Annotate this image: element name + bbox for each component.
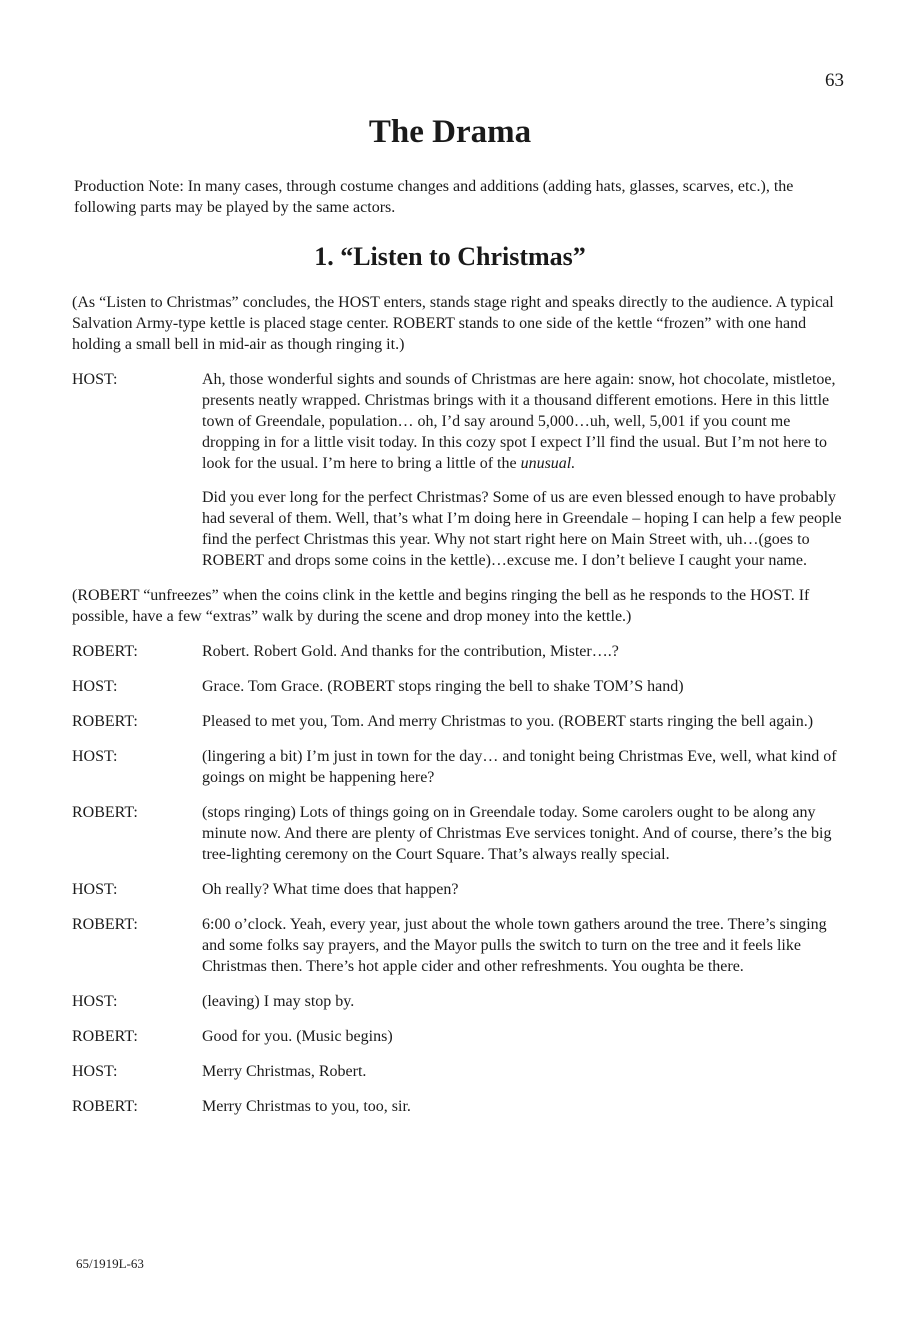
dialogue-text: Good for you. (Music begins) xyxy=(202,1028,393,1045)
footer-code: 65/1919L-63 xyxy=(76,1256,144,1271)
dialogue-line xyxy=(72,1096,844,1117)
dialogue-text: Merry Christmas to you, too, sir. xyxy=(202,1098,411,1115)
dialogue-text: 6:00 o’clock. Yeah, every year, just about the whole town gathers around the tree. There’s singing and some folks say prayers, and the Mayor pulls the switch to turn on the tree and it feels like Christmas then. There’s hot apple cider and other refreshments. You oughta be there. xyxy=(202,916,827,975)
page-number: 63 xyxy=(825,70,844,91)
dialogue-text: Pleased to met you, Tom. And merry Christmas to you. (ROBERT starts ringing the bell again.) xyxy=(202,713,814,730)
dialogue-line xyxy=(72,711,844,732)
speaker-name: ROBERT: xyxy=(72,1098,138,1115)
dialogue-text: Grace. Tom Grace. (ROBERT stops ringing the bell to shake TOM’S hand) xyxy=(202,678,684,695)
speaker-name: HOST: xyxy=(72,371,118,388)
dialogue-paragraph xyxy=(202,369,844,474)
speaker-name: HOST: xyxy=(72,881,118,898)
dialogue-line xyxy=(72,641,844,662)
speaker-name: ROBERT: xyxy=(72,804,138,821)
dialogue-text: (stops ringing) Lots of things going on in Greendale today. Some carolers ought to be along any minute now. And there are plenty of Christmas Eve services tonight. And of course, there’s the big tree-lighting ceremony on the Court Square. That’s always really special. xyxy=(202,804,832,863)
dialogue-paragraph: Did you ever long for the perfect Christmas? Some of us are even blessed enough to have probably had several of them. Well, that’s what I’m doing here in Greendale – hoping I can help a few people find the perfect Christmas this year. Why not start right here on Main Street with, uh…(goes to ROBERT and drops some coins in the kettle)…excuse me. I don’t believe I caught your name. xyxy=(202,489,842,569)
page-title: The Drama xyxy=(368,114,532,150)
dialogue-line xyxy=(72,802,844,865)
dialogue-line xyxy=(72,879,844,900)
production-note: Production Note: In many cases, through costume changes and additions (adding hats, glasses, scarves, etc.), the following parts may be played by the same actors. xyxy=(74,178,794,216)
dialogue-text: (lingering a bit) I’m just in town for the day… and tonight being Christmas Eve, well, what kind of goings on might be happening here? xyxy=(202,748,837,786)
dialogue-line xyxy=(72,991,844,1012)
dialogue-text: (leaving) I may stop by. xyxy=(202,993,355,1010)
dialogue-line xyxy=(72,1061,844,1082)
scene-heading: 1. “Listen to Christmas” xyxy=(314,242,586,271)
dialogue-line xyxy=(72,1026,844,1047)
dialogue-text: Merry Christmas, Robert. xyxy=(202,1063,367,1080)
stage-direction: (As “Listen to Christmas” concludes, the HOST enters, stands stage right and speaks directly to the audience. A typical Salvation Army-type kettle is placed stage center. ROBERT stands to one side of the kettle “frozen” with one hand holding a small bell in mid-air as though ringing it.) xyxy=(72,294,834,353)
speaker-name: ROBERT: xyxy=(72,713,138,730)
dialogue-line xyxy=(72,369,844,571)
speaker-name: ROBERT: xyxy=(72,916,138,933)
dialogue-list xyxy=(72,641,844,1117)
stage-direction: (ROBERT “unfreezes” when the coins clink in the kettle and begins ringing the bell as he responds to the HOST. If possible, have a few “extras” walk by during the scene and drop money into the kettle.) xyxy=(72,587,810,625)
dialogue-line xyxy=(72,914,844,977)
speaker-name: HOST: xyxy=(72,748,118,765)
script-body xyxy=(72,292,844,1131)
speaker-name: ROBERT: xyxy=(72,1028,138,1045)
speaker-name: ROBERT: xyxy=(72,643,138,660)
speaker-name: HOST: xyxy=(72,1063,118,1080)
speaker-name: HOST: xyxy=(72,993,118,1010)
dialogue-line xyxy=(72,746,844,788)
dialogue-text: Oh really? What time does that happen? xyxy=(202,881,459,898)
dialogue-text-run: Ah, those wonderful sights and sounds of Christmas are here again: snow, hot chocolate, mistletoe, presents neatly wrapped. Christmas brings with it a thousand different emotions. Here in this little town of Greendale, population… oh, I’d say around 5,000…uh, well, 5,001 if you count me dropping in for a little visit today. In this cozy spot I expect I’ll find the usual. But I’m not here to look for the usual. I’m here to bring a little of the xyxy=(202,371,836,472)
dialogue-line xyxy=(72,676,844,697)
dialogue-text xyxy=(202,369,844,571)
emphasized-word: unusual. xyxy=(520,455,576,472)
speaker-name: HOST: xyxy=(72,678,118,695)
dialogue-text: Robert. Robert Gold. And thanks for the contribution, Mister….? xyxy=(202,643,619,660)
